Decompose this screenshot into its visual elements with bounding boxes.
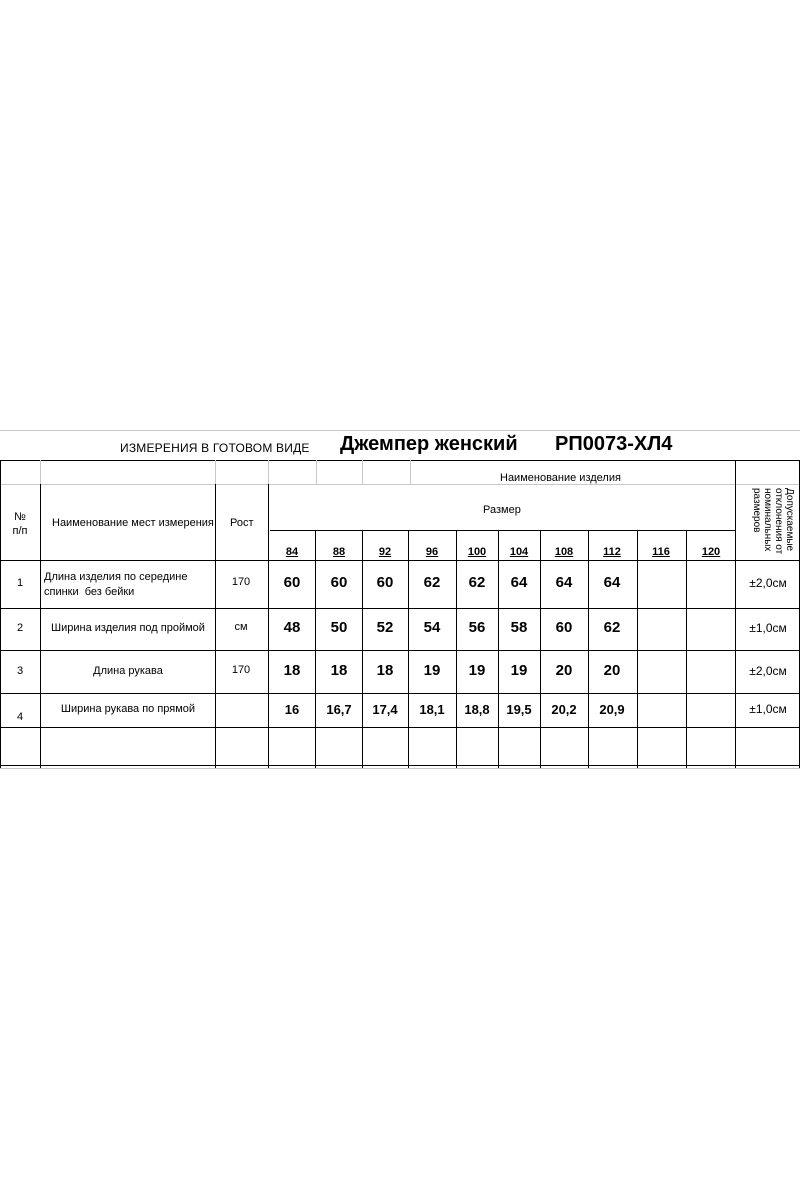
size-value-cell: 18,1 bbox=[419, 702, 445, 717]
size-value-cell: 64 bbox=[603, 574, 621, 591]
size-header-108: 108 bbox=[554, 546, 574, 558]
row-number: 4 bbox=[16, 711, 24, 723]
size-value-cell: 16 bbox=[284, 702, 300, 717]
measure-place-header: Наименование мест измерения bbox=[52, 517, 214, 529]
height-header: Рост bbox=[230, 517, 254, 529]
size-value-cell: 19 bbox=[468, 661, 486, 679]
size-value-cell: 19,5 bbox=[506, 702, 532, 717]
size-value-cell: 18,8 bbox=[464, 702, 490, 717]
row-number: 3 bbox=[16, 664, 24, 677]
size-value-cell: 54 bbox=[423, 619, 441, 636]
height-value: 170 bbox=[231, 663, 251, 676]
size-header-116: 116 bbox=[652, 546, 670, 558]
size-value-cell: 56 bbox=[468, 619, 486, 636]
row-number: 2 bbox=[16, 622, 24, 634]
size-value-cell: 18 bbox=[376, 661, 394, 679]
size-value-cell: 62 bbox=[603, 619, 621, 636]
size-value-cell: 18 bbox=[330, 661, 348, 679]
size-header-112: 112 bbox=[603, 546, 621, 558]
size-header-104: 104 bbox=[509, 546, 529, 558]
size-value-cell: 60 bbox=[283, 574, 301, 591]
product-name-header: Наименование изделия bbox=[500, 472, 621, 484]
measure-name: Длина изделия по середине спинки без бейки bbox=[44, 571, 188, 598]
size-value-cell: 48 bbox=[283, 619, 301, 636]
size-value-cell: 60 bbox=[555, 619, 573, 636]
tolerance-value: ±1,0см bbox=[749, 621, 787, 635]
size-value-cell: 64 bbox=[555, 574, 573, 591]
product-title: Джемпер женский bbox=[340, 433, 518, 455]
doc-heading: ИЗМЕРЕНИЯ В ГОТОВОМ ВИДЕ bbox=[120, 441, 310, 455]
size-value-cell: 19 bbox=[423, 661, 441, 679]
size-value-cell: 20 bbox=[555, 661, 573, 679]
size-value-cell: 64 bbox=[510, 574, 528, 591]
tolerance-value: ±2,0см bbox=[749, 576, 787, 590]
size-header-92: 92 bbox=[378, 546, 392, 558]
row-number-header: № п/п bbox=[12, 511, 28, 537]
size-value-cell: 17,4 bbox=[372, 702, 398, 717]
size-value-cell: 58 bbox=[510, 619, 528, 636]
size-value-cell: 62 bbox=[468, 574, 486, 591]
tolerance-value: ±1,0см bbox=[749, 702, 787, 716]
size-header-96: 96 bbox=[425, 546, 439, 558]
size-value-cell: 60 bbox=[376, 574, 394, 591]
size-value-cell: 52 bbox=[376, 619, 394, 636]
size-value-cell: 18 bbox=[283, 661, 301, 679]
size-header: Размер bbox=[483, 504, 521, 516]
measure-name: Ширина изделия под проймой bbox=[51, 622, 205, 634]
size-value-cell: 20,9 bbox=[599, 702, 625, 717]
tolerance-value: ±2,0см bbox=[749, 663, 787, 678]
size-value-cell: 16,7 bbox=[326, 702, 352, 717]
measure-name: Длина рукава bbox=[93, 664, 163, 677]
tolerance-header: Допускаемые отклонения от номинальных размеров bbox=[751, 488, 795, 555]
product-code: РП0073-ХЛ4 bbox=[555, 433, 673, 455]
size-header-100: 100 bbox=[467, 546, 487, 558]
height-value: 170 bbox=[231, 576, 251, 588]
measurement-table bbox=[0, 430, 800, 770]
size-header-84: 84 bbox=[285, 546, 299, 558]
size-value-cell: 60 bbox=[330, 574, 348, 591]
measure-name: Ширина рукава по прямой bbox=[60, 703, 196, 715]
size-value-cell: 19 bbox=[510, 661, 528, 679]
size-value-cell: 62 bbox=[423, 574, 441, 591]
size-value-cell: 20 bbox=[603, 661, 621, 679]
height-value: см bbox=[234, 621, 248, 633]
row-number: 1 bbox=[16, 577, 24, 589]
size-value-cell: 50 bbox=[330, 619, 348, 636]
size-header-120: 120 bbox=[701, 546, 721, 558]
size-value-cell: 20,2 bbox=[551, 702, 577, 717]
size-header-88: 88 bbox=[332, 546, 346, 558]
